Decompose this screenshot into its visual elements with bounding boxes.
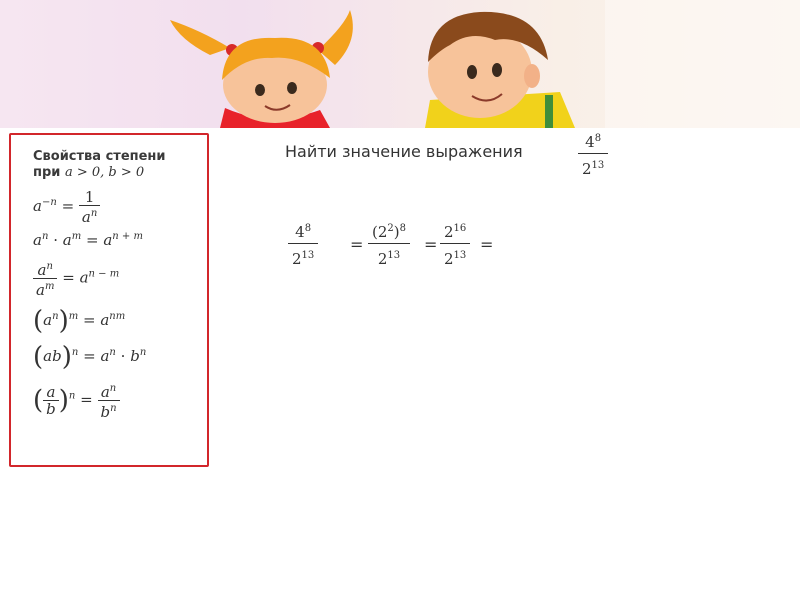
solution-step1: $\frac{4^8}{2^{13}}$ (288, 220, 318, 268)
formula-quotient-rule: $\frac{a^n}{a^m}$ = $a^{n - m}$ (33, 259, 119, 298)
equals-sign-3: = (480, 235, 494, 254)
girl-illustration (170, 10, 353, 128)
equals-sign-1: = (350, 235, 364, 254)
formula-product-rule: $a^n \cdot a^m = a^{n + m}$ (33, 231, 143, 249)
properties-condition-prefix: при (33, 165, 61, 180)
task-expression: $\frac{4^8}{2^{13}}$ (578, 130, 608, 178)
properties-panel (9, 133, 209, 467)
boy-illustration (425, 12, 575, 128)
properties-title (33, 149, 203, 181)
solution-step2: $\frac{(2^2)^8}{2^{13}}$ (368, 220, 410, 268)
header-banner (0, 0, 800, 128)
formula-quotient-power: ( $\frac{a}{b}$ )$^n$ = $\frac{a^n}{b^n}$ (33, 381, 120, 420)
properties-heading: Свойства степени (33, 149, 166, 164)
formula-product-power: $(ab)^n = a^n \cdot b^n$ (33, 342, 147, 372)
formula-power-rule: $(a^n)^m = a^{nm}$ (33, 306, 126, 336)
formula-negative-exponent: $a^{-n}$ = $\frac{1}{a^n}$ (33, 189, 100, 225)
cartoon-kids-illustration (0, 0, 800, 128)
task-label: Найти значение выражения (285, 142, 523, 161)
solution-step3: $\frac{2^{16}}{2^{13}}$ (440, 220, 470, 268)
properties-condition: a > 0, b > 0 (64, 165, 145, 180)
equals-sign-2: = (424, 235, 438, 254)
